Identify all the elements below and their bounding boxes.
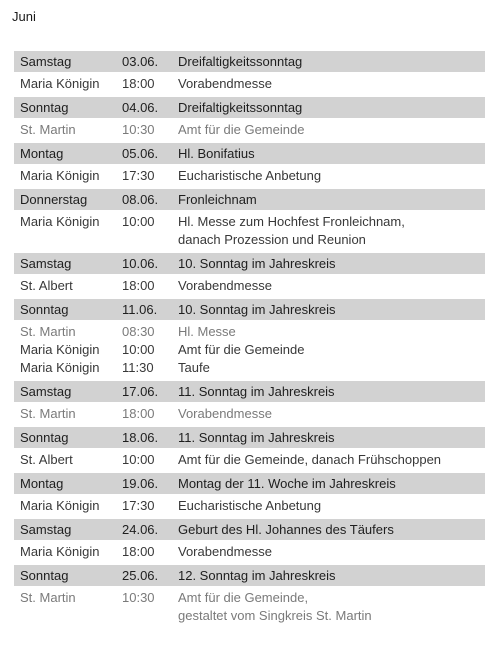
church-name: Maria Königin: [20, 498, 100, 513]
day-header-row: [14, 189, 485, 210]
service-row: [14, 277, 485, 295]
weekday: Samstag: [20, 54, 72, 69]
service-time: 18:00: [122, 278, 155, 293]
service-row: [14, 341, 485, 359]
service-row: [14, 213, 485, 231]
service-row: [14, 451, 485, 469]
service-time: 17:30: [122, 498, 155, 513]
service-description: Amt für die Gemeinde: [178, 342, 305, 357]
service-row: [14, 359, 485, 377]
weekday: Donnerstag: [20, 192, 88, 207]
service-row: [14, 589, 485, 607]
service-time: 10:30: [122, 122, 155, 137]
service-row: [14, 121, 485, 139]
service-row: [14, 323, 485, 341]
church-name: St. Martin: [20, 324, 76, 339]
day-header-row: [14, 473, 485, 494]
date: 08.06.: [122, 192, 159, 207]
service-time: 18:00: [122, 544, 155, 559]
service-description: Amt für die Gemeinde,: [178, 590, 309, 605]
liturgical-title: 11. Sonntag im Jahreskreis: [178, 384, 335, 399]
day-header-row: [14, 299, 485, 320]
service-row: [14, 231, 485, 249]
liturgical-title: Hl. Bonifatius: [178, 146, 255, 161]
service-description: Vorabendmesse: [178, 544, 272, 559]
service-time: 10:00: [122, 214, 155, 229]
service-description: Taufe: [178, 360, 210, 375]
liturgical-title: Fronleichnam: [178, 192, 257, 207]
date: 11.06.: [122, 302, 158, 317]
day-header-row: [14, 519, 485, 540]
service-time: 08:30: [122, 324, 155, 339]
service-time: 10:00: [122, 342, 155, 357]
service-row: [14, 543, 485, 561]
date: 24.06.: [122, 522, 159, 537]
service-row: [14, 405, 485, 423]
day-header-row: [14, 97, 485, 118]
service-description: Eucharistische Anbetung: [178, 498, 322, 513]
liturgical-title: 10. Sonntag im Jahreskreis: [178, 302, 336, 317]
service-description: Vorabendmesse: [178, 278, 272, 293]
day-header-row: [14, 143, 485, 164]
service-row: [14, 607, 485, 625]
church-name: Maria Königin: [20, 214, 100, 229]
service-description: Hl. Messe zum Hochfest Fronleichnam,: [178, 214, 405, 229]
day-header-row: [14, 427, 485, 448]
church-name: St. Albert: [20, 278, 73, 293]
liturgical-title: 10. Sonntag im Jahreskreis: [178, 256, 336, 271]
date: 10.06.: [122, 256, 159, 271]
date: 17.06.: [122, 384, 159, 399]
service-description: danach Prozession und Reunion: [178, 232, 366, 247]
church-name: Maria Königin: [20, 544, 100, 559]
weekday: Samstag: [20, 384, 72, 399]
liturgical-title: Dreifaltigkeitssonntag: [178, 54, 303, 69]
date: 18.06.: [122, 430, 159, 445]
church-name: St. Martin: [20, 406, 76, 421]
weekday: Sonntag: [20, 568, 69, 583]
church-name: St. Albert: [20, 452, 73, 467]
service-schedule: [14, 51, 485, 629]
liturgical-title: Geburt des Hl. Johannes des Täufers: [178, 522, 394, 537]
weekday: Samstag: [20, 256, 72, 271]
service-row: [14, 75, 485, 93]
service-description: Eucharistische Anbetung: [178, 168, 322, 183]
service-time: 10:30: [122, 590, 155, 605]
service-row: [14, 497, 485, 515]
church-name: Maria Königin: [20, 76, 100, 91]
liturgical-title: Dreifaltigkeitssonntag: [178, 100, 303, 115]
day-header-row: [14, 51, 485, 72]
church-name: Maria Königin: [20, 168, 100, 183]
liturgical-title: Montag der 11. Woche im Jahreskreis: [178, 476, 396, 491]
service-time: 18:00: [122, 76, 155, 91]
month-heading: Juni: [12, 9, 36, 24]
service-time: 10:00: [122, 452, 155, 467]
church-name: St. Martin: [20, 122, 76, 137]
church-name: St. Martin: [20, 590, 76, 605]
service-time: 18:00: [122, 406, 155, 421]
weekday: Montag: [20, 476, 64, 491]
date: 25.06.: [122, 568, 159, 583]
date: 19.06.: [122, 476, 159, 491]
date: 04.06.: [122, 100, 159, 115]
service-row: [14, 167, 485, 185]
service-description: Amt für die Gemeinde: [178, 122, 305, 137]
weekday: Sonntag: [20, 302, 69, 317]
liturgical-title: 11. Sonntag im Jahreskreis: [178, 430, 335, 445]
service-time: 17:30: [122, 168, 155, 183]
weekday: Montag: [20, 146, 64, 161]
date: 05.06.: [122, 146, 159, 161]
service-description: Hl. Messe: [178, 324, 236, 339]
day-header-row: [14, 565, 485, 586]
service-description: Vorabendmesse: [178, 406, 272, 421]
weekday: Sonntag: [20, 100, 69, 115]
service-description: Amt für die Gemeinde, danach Frühschoppen: [178, 452, 442, 467]
date: 03.06.: [122, 54, 159, 69]
liturgical-title: 12. Sonntag im Jahreskreis: [178, 568, 336, 583]
church-name: Maria Königin: [20, 360, 100, 375]
weekday: Sonntag: [20, 430, 69, 445]
day-header-row: [14, 253, 485, 274]
service-time: 11:30: [122, 360, 154, 375]
weekday: Samstag: [20, 522, 72, 537]
service-description: Vorabendmesse: [178, 76, 272, 91]
service-description: gestaltet vom Singkreis St. Martin: [178, 608, 372, 623]
day-header-row: [14, 381, 485, 402]
church-name: Maria Königin: [20, 342, 100, 357]
